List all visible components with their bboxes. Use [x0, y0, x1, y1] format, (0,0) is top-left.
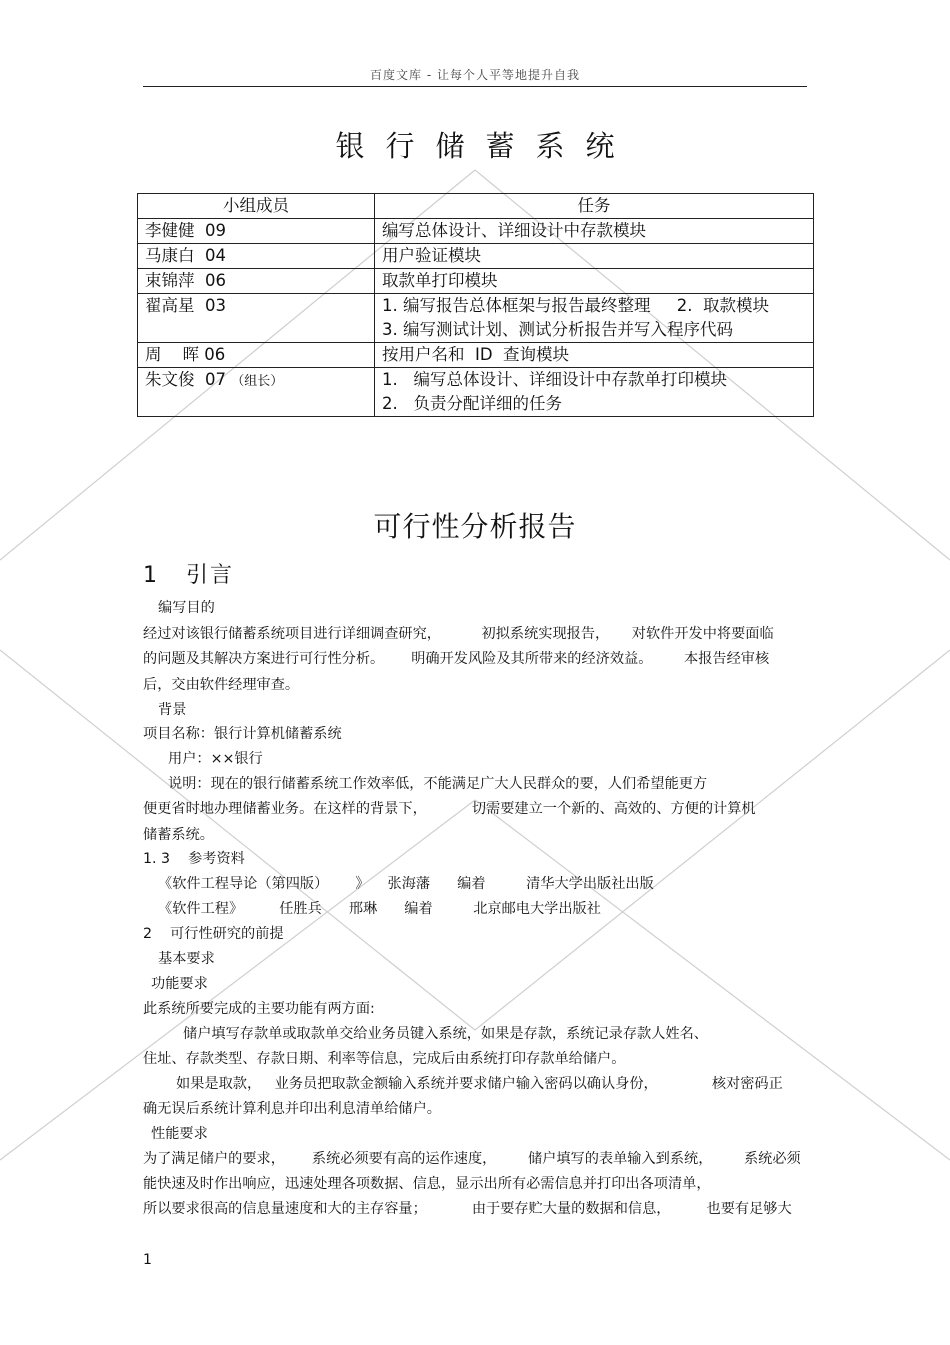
- task-line: 1. 编写总体设计、详细设计中存款单打印模块: [382, 370, 727, 389]
- member-name: 朱文俊 07: [145, 370, 226, 389]
- task-cell: [375, 244, 814, 269]
- page-header: 百度文库 - 让每个人平等地提升自我: [370, 68, 580, 82]
- task-line: 1. 编写报告总体框架与报告最终整理 2. 取款模块: [382, 296, 769, 315]
- subheading-performance: 性能要求: [151, 1126, 208, 1142]
- section-heading: 1 引言: [143, 563, 234, 588]
- paragraph-line: 项目名称：银行计算机储蓄系统: [143, 726, 342, 742]
- member-cell: 周 晖 06: [138, 343, 375, 368]
- member-cell: 束锦萍 06: [138, 269, 375, 294]
- page-number: 1: [143, 1252, 152, 1268]
- task-cell: [375, 343, 814, 368]
- paragraph-line: 后，交由软件经理审查。: [143, 677, 300, 693]
- table-row: [138, 269, 814, 294]
- subheading-basic: 基本要求: [158, 951, 215, 967]
- members-table: [137, 193, 814, 417]
- task-cell: [375, 294, 814, 343]
- task-line: 用户验证模块: [382, 246, 481, 265]
- member-cell: [138, 368, 375, 417]
- reference-item: 《软件工程》 任胜兵 邢琳 编着 北京邮电大学出版社: [158, 901, 601, 917]
- table-header-row: [138, 194, 814, 219]
- task-line: 编写总体设计、详细设计中存款模块: [382, 221, 646, 240]
- reference-item: 《软件工程导论（第四版） 》 张海藩 编着 清华大学出版社出版: [158, 876, 654, 892]
- table-row: [138, 294, 814, 343]
- member-cell: 马康白 04: [138, 244, 375, 269]
- subheading-function: 功能要求: [151, 976, 208, 992]
- paragraph-line: 储蓄系统。: [143, 827, 214, 843]
- paragraph-line: 的问题及其解决方案进行可行性分析。 明确开发风险及其所带来的经济效益。 本报告经审核: [143, 651, 770, 667]
- paragraph-line: 能快速及时作出响应，迅速处理各项数据、信息，显示出所有必需信息并打印出各项清单，: [143, 1176, 711, 1192]
- paragraph-line: 如果是取款， 业务员把取款金额输入系统并要求储户输入密码以确认身份， 核对密码正: [176, 1076, 783, 1092]
- member-cell: 翟高星 03: [138, 294, 375, 343]
- paragraph-line: 住址、存款类型、存款日期、利率等信息，完成后由系统打印存款单给储户。: [143, 1051, 626, 1067]
- task-line: 按用户名和 ID 查询模块: [382, 345, 570, 364]
- paragraph-line: 经过对该银行储蓄系统项目进行详细调查研究， 初拟系统实现报告， 对软件开发中将要面临: [143, 626, 774, 642]
- task-line: 3. 编写测试计划、测试分析报告并写入程序代码: [382, 320, 733, 339]
- paragraph-line: 说明：现在的银行储蓄系统工作效率低，不能满足广大人民群众的要，人们希望能更方: [168, 776, 708, 792]
- paragraph-line: 确无误后系统计算利息并印出利息清单给储户。: [143, 1101, 441, 1117]
- task-line: 2. 负责分配详细的任务: [382, 394, 562, 413]
- subheading-purpose: 编写目的: [158, 600, 215, 616]
- task-cell: [375, 269, 814, 294]
- report-title: 可行性分析报告: [373, 510, 577, 543]
- paragraph-line: 所以要求很高的信息量速度和大的主存容量； 由于要存贮大量的数据和信息， 也要有足够大: [143, 1201, 792, 1217]
- table-row: [138, 343, 814, 368]
- header-task: 任务: [375, 194, 814, 219]
- table-row: [138, 219, 814, 244]
- subheading-references: 1. 3 参考资料: [143, 851, 245, 867]
- task-cell: [375, 219, 814, 244]
- leader-note: （组长）: [231, 374, 284, 389]
- task-cell: [375, 368, 814, 417]
- table-row: [138, 368, 814, 417]
- paragraph-line: 为了满足储户的要求， 系统必须要有高的运作速度， 储户填写的表单输入到系统， 系统必须: [143, 1151, 801, 1167]
- paragraph-line: 此系统所要完成的主要功能有两方面:: [143, 1001, 375, 1017]
- member-cell: 李健健 09: [138, 219, 375, 244]
- paragraph-line: 便更省时地办理储蓄业务。在这样的背景下， 切需要建立一个新的、高效的、方便的计算机: [143, 801, 756, 817]
- header-rule: [143, 86, 807, 87]
- paragraph-line: 用户：××银行: [168, 751, 263, 767]
- document-title: 银行储蓄系统: [335, 129, 636, 163]
- section-heading-2: 2 可行性研究的前提: [143, 926, 284, 942]
- paragraph-line: 储户填写存款单或取款单交给业务员键入系统，如果是存款，系统记录存款人姓名、: [183, 1026, 708, 1042]
- subheading-background: 背景: [158, 702, 187, 718]
- header-member: 小组成员: [138, 194, 375, 219]
- task-line: 取款单打印模块: [382, 271, 498, 290]
- table-row: [138, 244, 814, 269]
